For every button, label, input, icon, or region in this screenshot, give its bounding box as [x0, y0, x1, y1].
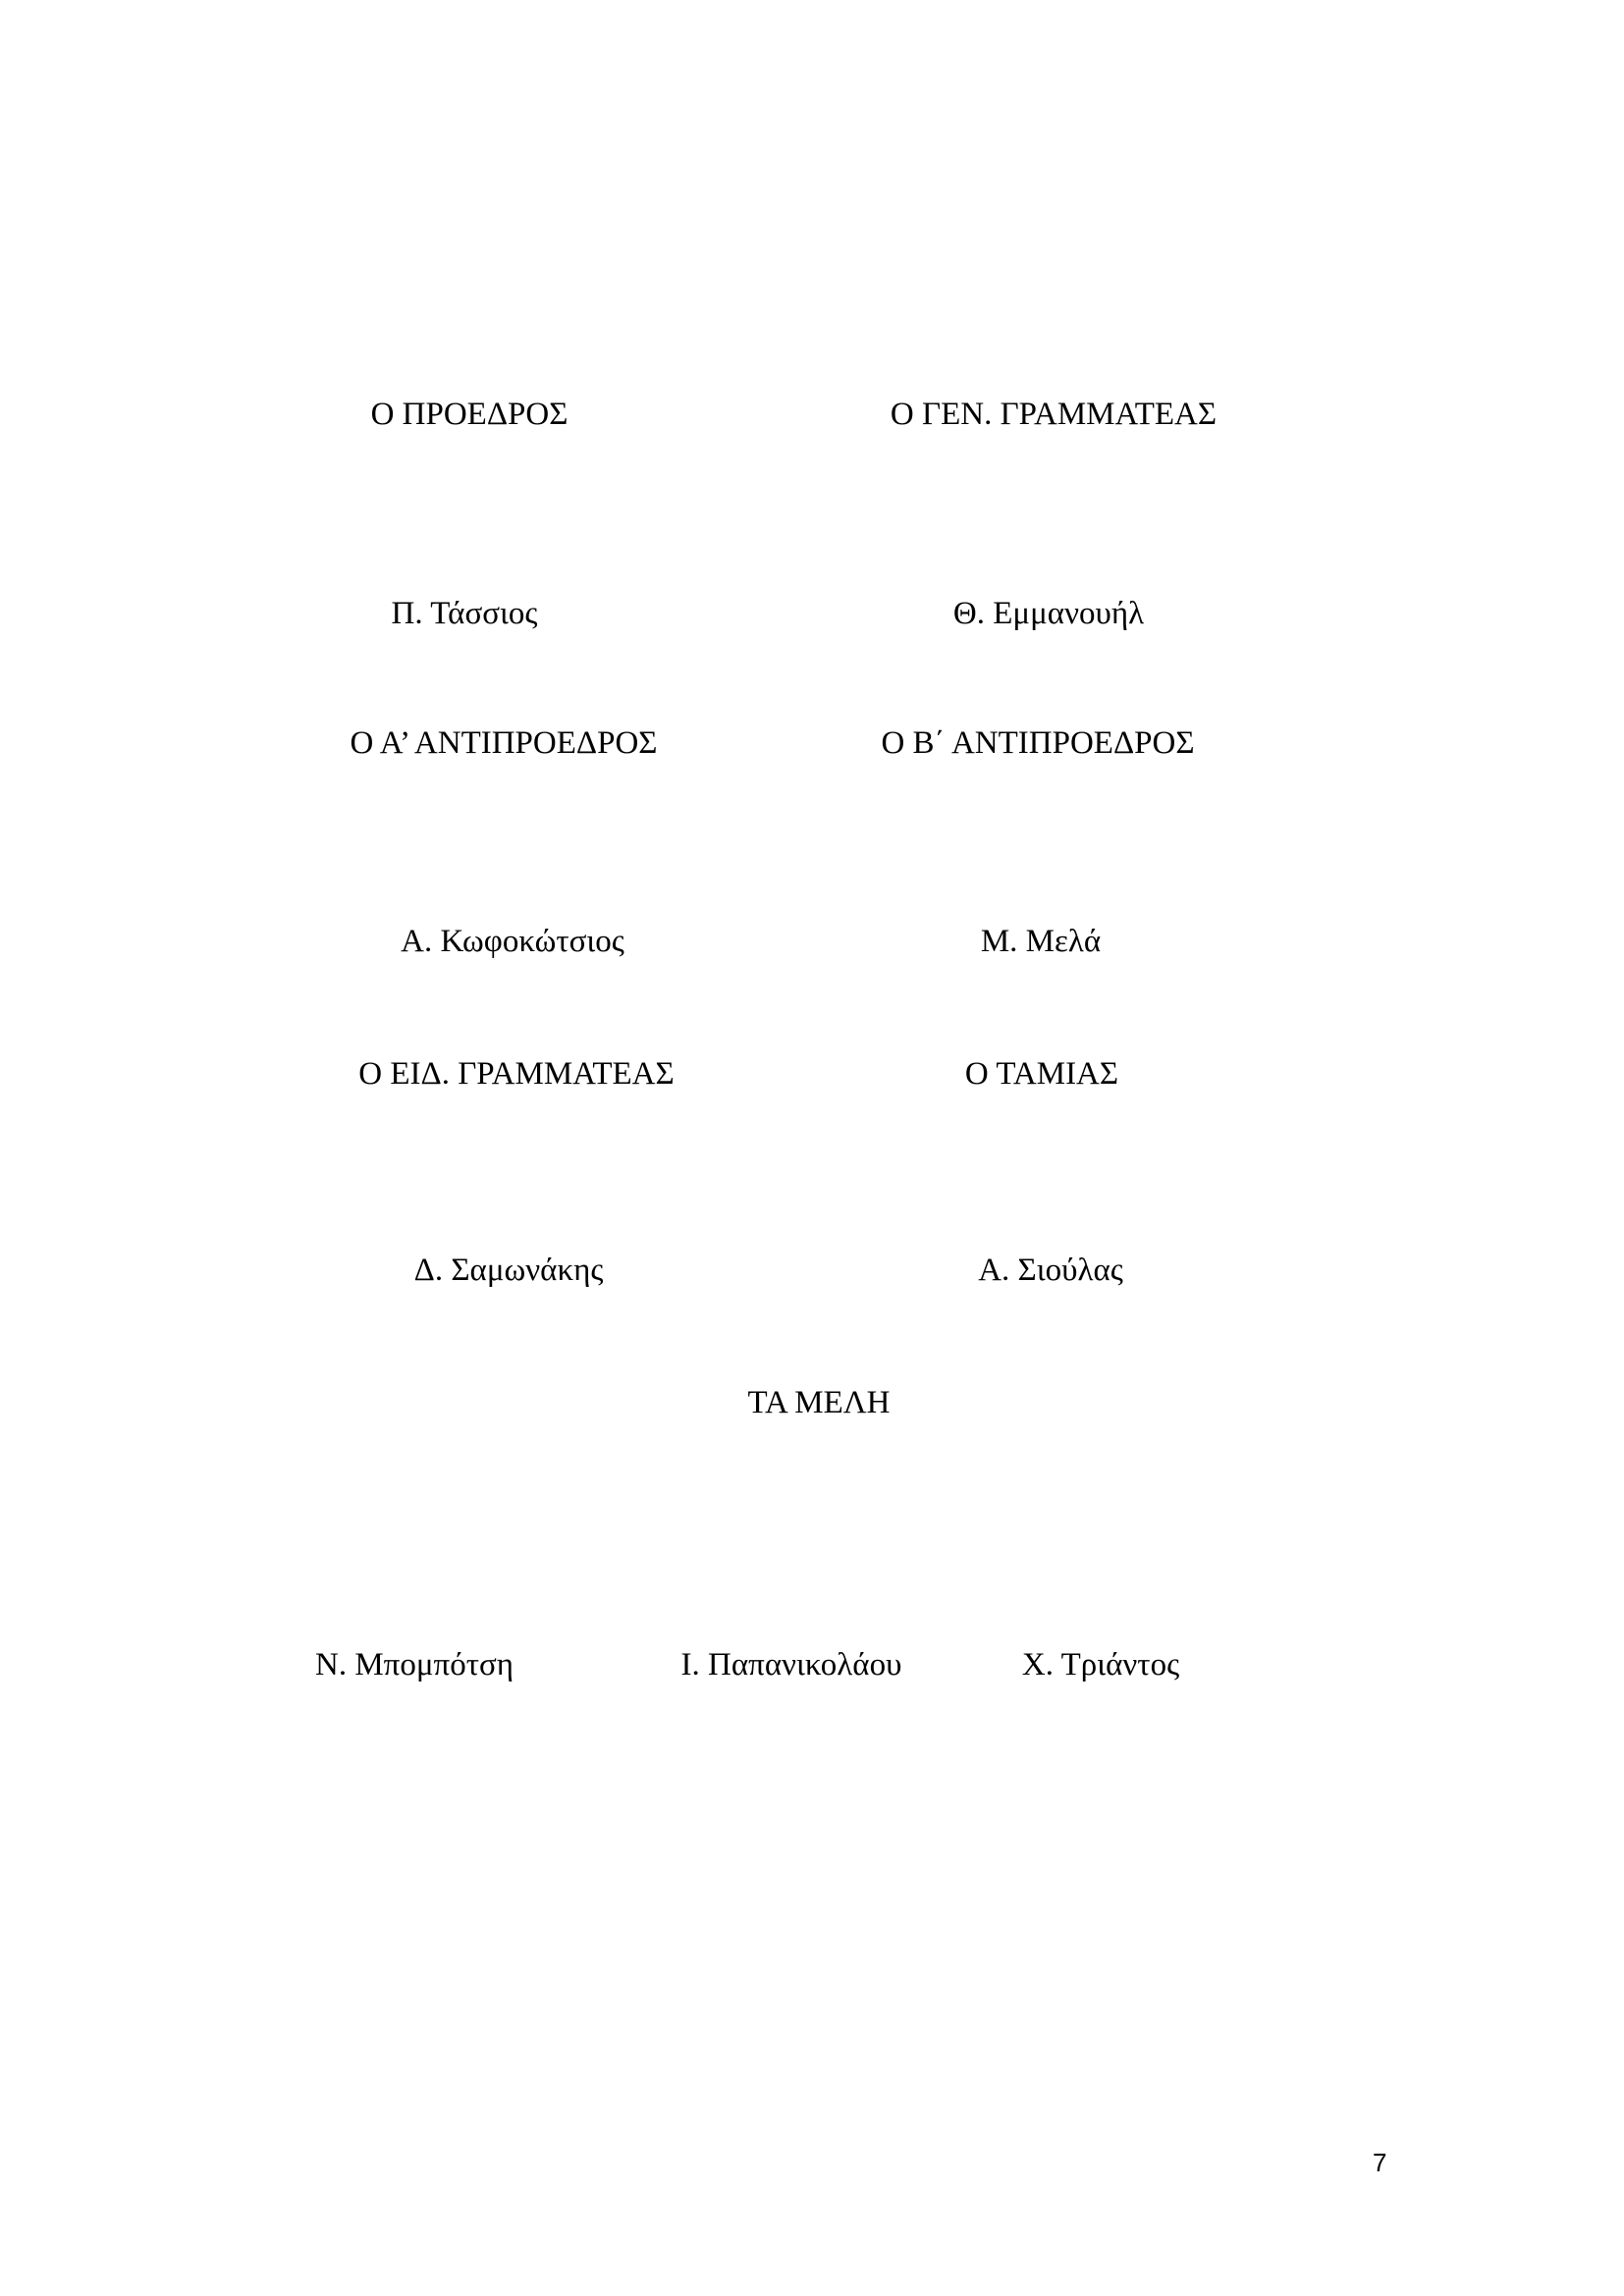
general-secretary-title: Ο ΓΕΝ. ΓΡΑΜΜΑΤΕΑΣ: [890, 397, 1218, 432]
second-vice-president-title: Ο Β΄ ΑΝΤΙΠΡΟΕΔΡΟΣ: [881, 725, 1195, 761]
first-vice-president-title: Ο Α’ ΑΝΤΙΠΡΟΕΔΡΟΣ: [350, 725, 658, 761]
page-number: 7: [1373, 2148, 1387, 2177]
special-secretary-title: Ο ΕΙΔ. ΓΡΑΜΜΑΤΕΑΣ: [358, 1056, 675, 1092]
members-heading: ΤΑ ΜΕΛΗ: [747, 1385, 891, 1420]
second-vice-president-name: Μ. Μελά: [980, 924, 1102, 959]
president-name: Π. Τάσσιος: [391, 596, 538, 631]
president-title: Ο ΠΡΟΕΔΡΟΣ: [370, 397, 568, 432]
member-name: Ν. Μπομπότση: [315, 1647, 514, 1682]
treasurer-name: Α. Σιούλας: [978, 1253, 1123, 1288]
first-vice-president-name: Α. Κωφοκώτσιος: [401, 924, 624, 959]
special-secretary-name: Δ. Σαμωνάκης: [413, 1253, 604, 1288]
member-name: Ι. Παπανικολάου: [680, 1647, 902, 1682]
general-secretary-name: Θ. Εμμανουήλ: [952, 596, 1145, 631]
member-name: Χ. Τριάντος: [1021, 1647, 1180, 1682]
treasurer-title: Ο ΤΑΜΙΑΣ: [964, 1056, 1119, 1092]
